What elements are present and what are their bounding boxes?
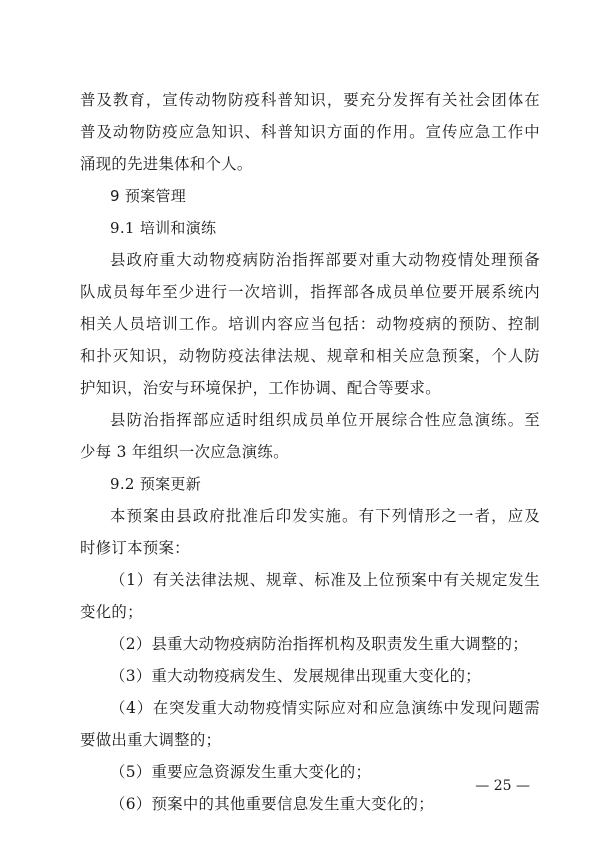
list-item: （5）重要应急资源发生重大变化的；	[110, 763, 372, 781]
body-line: 县防治指挥部应适时组织成员单位开展综合性应急演练。至	[110, 411, 540, 429]
body-line: 少每 3 年组织一次应急演练。	[80, 443, 289, 461]
list-item-continued: 变化的；	[80, 603, 143, 621]
body-line: 和扑灭知识，动物防疫法律法规、规章和相关应急预案，个人防	[80, 347, 540, 365]
body-line: 涌现的先进集体和个人。	[80, 155, 253, 173]
subsection-heading: 9.2 预案更新	[110, 475, 202, 493]
body-line: 护知识，治安与环境保护，工作协调、配合等要求。	[80, 379, 441, 397]
body-line: 普及动物防疫应急知识、科普知识方面的作用。宣传应急工作中	[80, 123, 540, 141]
list-item: （3）重大动物疫病发生、发展规律出现重大变化的；	[110, 667, 481, 685]
body-line: 普及教育，宣传动物防疫科普知识，要充分发挥有关社会团体在	[80, 91, 540, 109]
list-item: （6）预案中的其他重要信息发生重大变化的；	[110, 795, 434, 813]
page-number: — 25 —	[475, 778, 530, 794]
list-item: （1）有关法律法规、规章、标准及上位预案中有关规定发生	[110, 571, 540, 589]
list-item: （4）在突发重大动物疫情实际应对和应急演练中发现问题需	[110, 699, 540, 717]
body-line: 时修订本预案：	[80, 539, 190, 557]
body-line: 队成员每年至少进行一次培训，指挥部各成员单位要开展系统内	[80, 283, 540, 301]
body-line: 相关人员培训工作。培训内容应当包括：动物疫病的预防、控制	[80, 315, 540, 333]
list-item-continued: 要做出重大调整的；	[80, 731, 222, 749]
body-line: 本预案由县政府批准后印发实施。有下列情形之一者，应及	[110, 507, 540, 525]
list-item: （2）县重大动物疫病防治指挥机构及职责发生重大调整的；	[110, 635, 529, 653]
subsection-heading: 9.1 培训和演练	[110, 219, 217, 237]
section-heading: 9 预案管理	[110, 187, 187, 205]
body-line: 县政府重大动物疫病防治指挥部要对重大动物疫情处理预备	[110, 251, 540, 269]
